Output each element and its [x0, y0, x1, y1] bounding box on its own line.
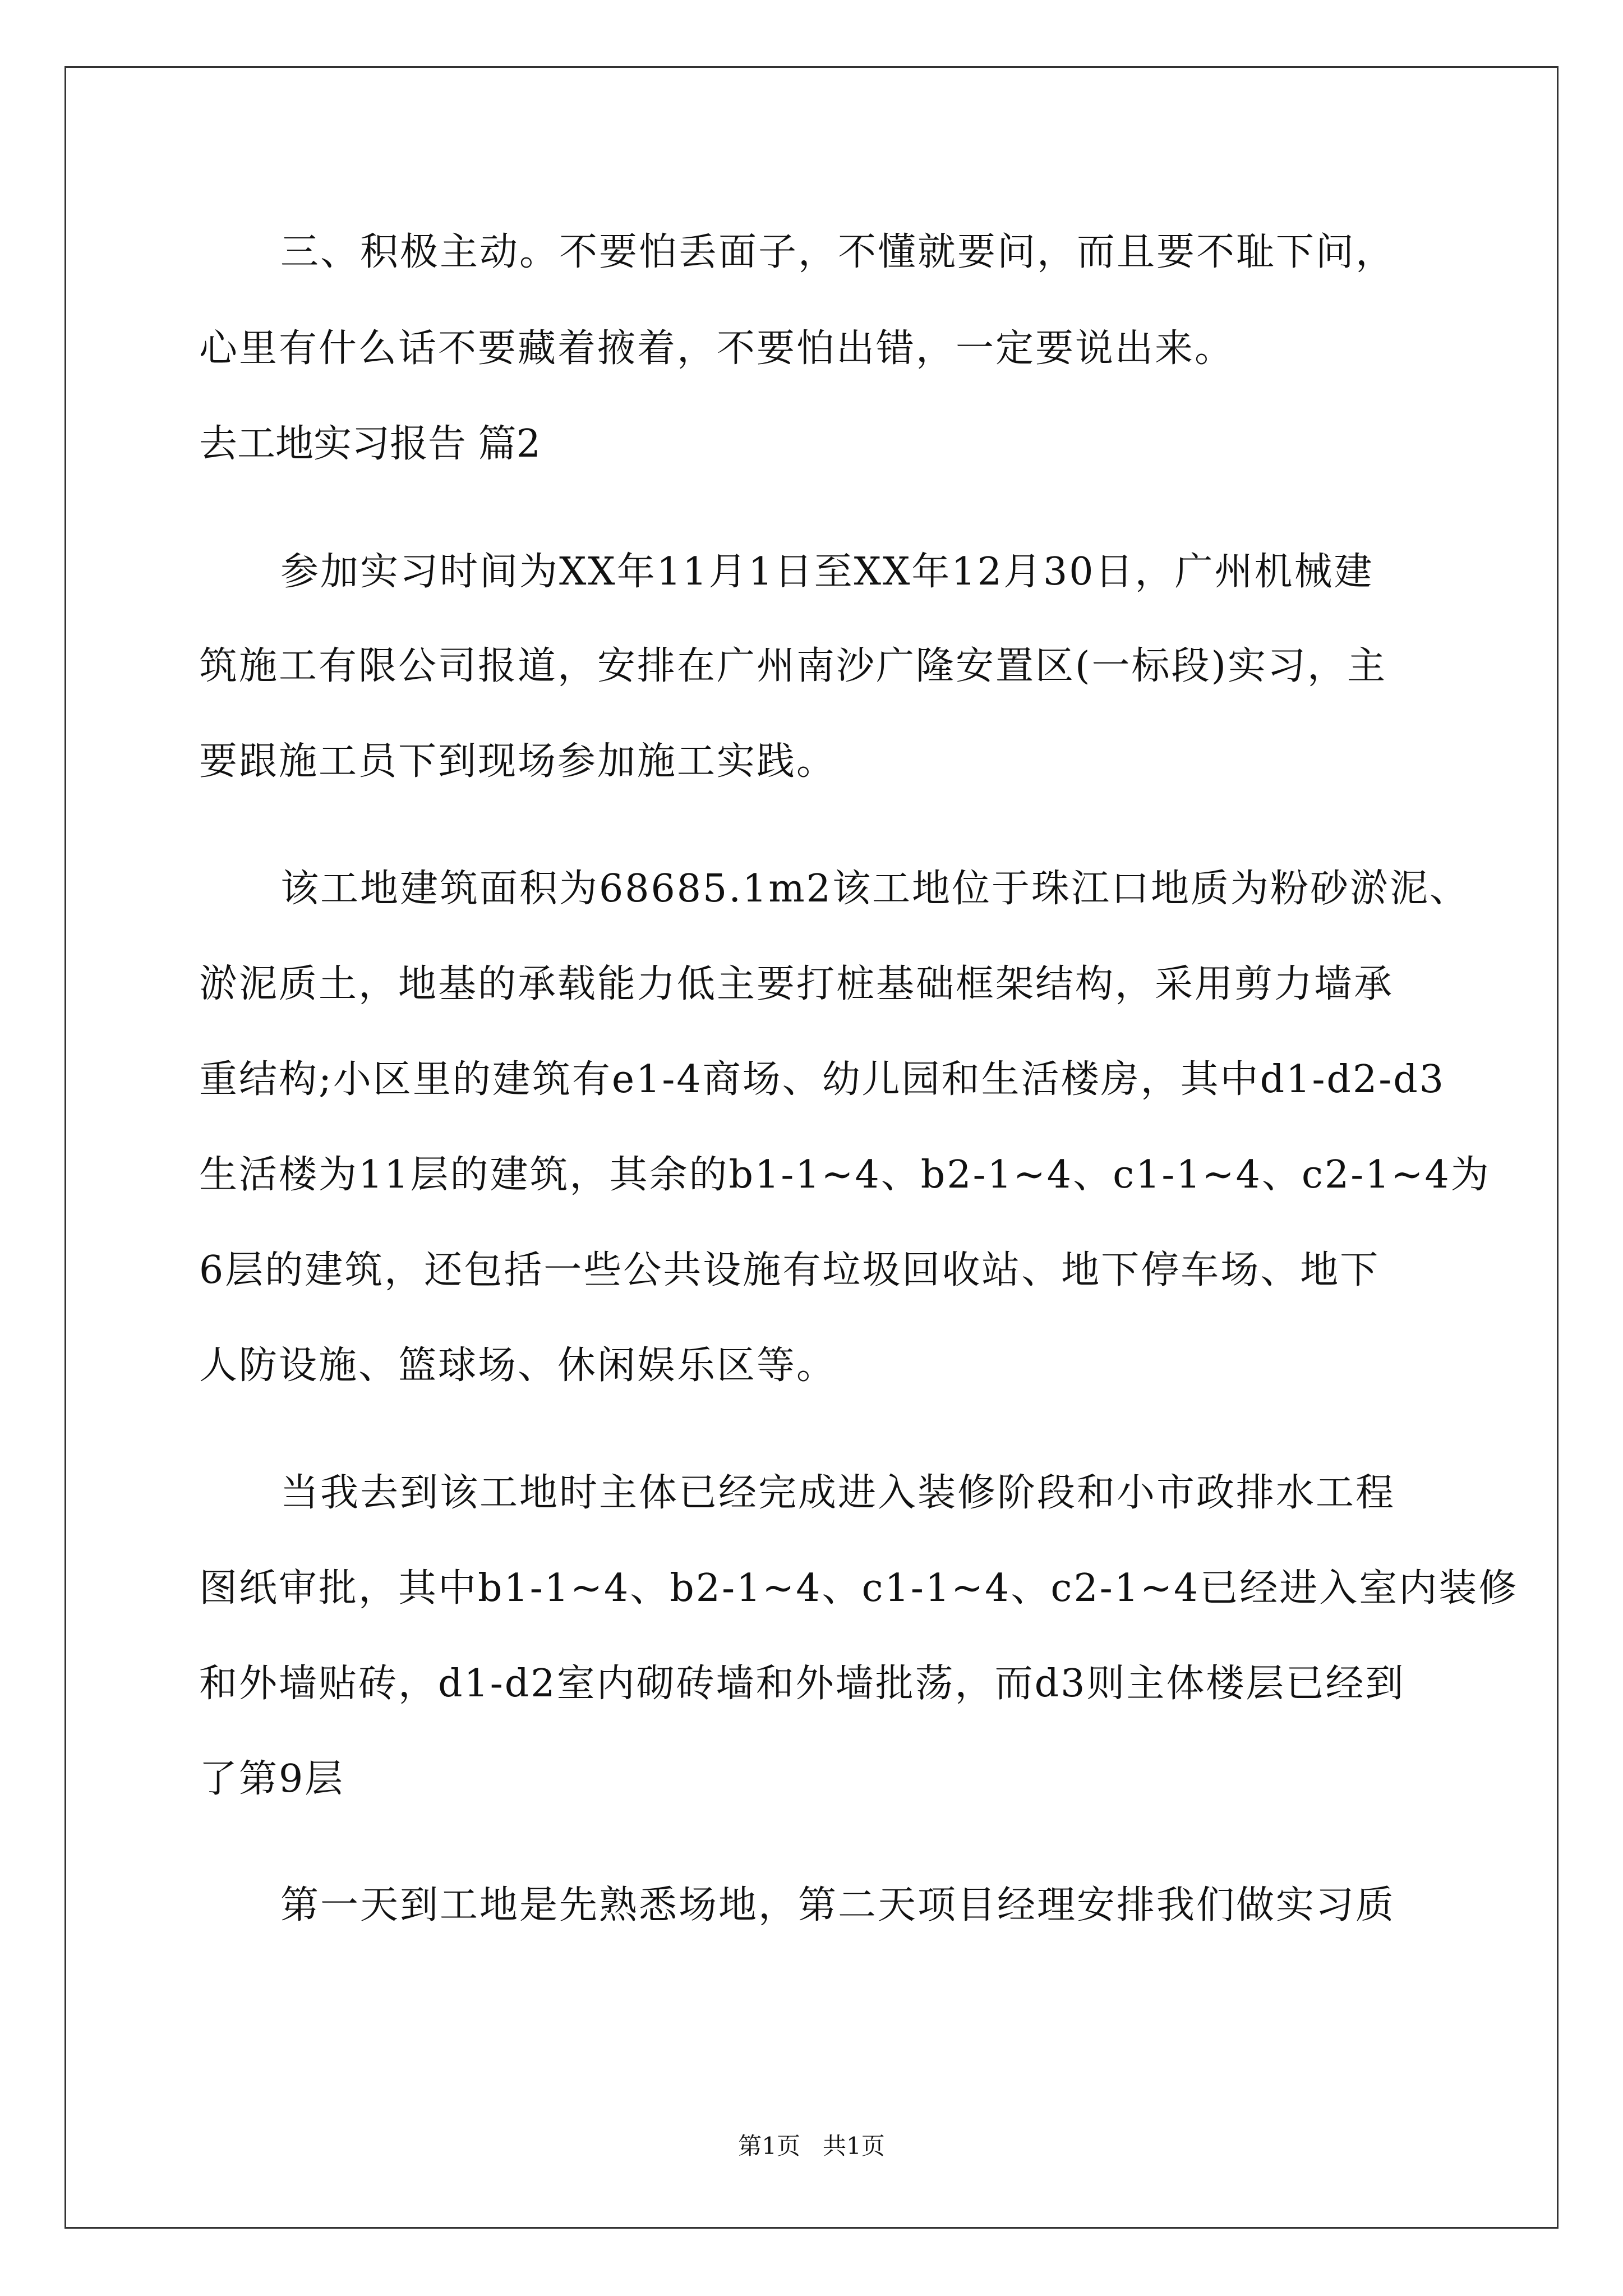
text-line: 筑施工有限公司报道，安排在广州南沙广隆安置区(一标段)实习，主 [199, 644, 1387, 688]
text-line: 该工地建筑面积为68685.1m2该工地位于珠江口地质为粉砂淤泥、 [280, 867, 1469, 911]
text-line: 要跟施工员下到现场参加施工实践。 [199, 739, 837, 784]
page-footer: 第1页 共1页 [738, 2132, 885, 2160]
text-line: 三、积极主动。不要怕丢面子，不懂就要问，而且要不耻下问， [280, 230, 1396, 274]
text-line: 参加实习时间为XX年11月1日至XX年12月30日，广州机械建 [280, 550, 1374, 594]
text-line: 心里有什么话不要藏着掖着，不要怕出错，一定要说出来。 [199, 326, 1235, 371]
text-line: 第一天到工地是先熟悉场地，第二天项目经理安排我们做实习质 [280, 1883, 1396, 1927]
text-line: 人防设施、篮球场、休闲娱乐区等。 [199, 1343, 837, 1388]
text-line: 图纸审批，其中b1-1~4、b2-1~4、c1-1~4、c2-1~4已经进入室内装修 [199, 1566, 1519, 1611]
text-line: 6层的建筑，还包括一些公共设施有垃圾回收站、地下停车场、地下 [199, 1248, 1380, 1292]
text-line: 和外墙贴砖，d1-d2室内砌砖墙和外墙批荡，而d3则主体楼层已经到 [199, 1662, 1405, 1706]
section-title: 去工地实习报告 篇2 [199, 422, 541, 466]
text-line: 当我去到该工地时主体已经完成进入装修阶段和小市政排水工程 [280, 1471, 1396, 1515]
text-line: 淤泥质土，地基的承载能力低主要打桩基础框架结构，采用剪力墙承 [199, 962, 1394, 1006]
text-line: 了第9层 [199, 1757, 345, 1801]
text-line: 重结构;小区里的建筑有e1-4商场、幼儿园和生活楼房，其中d1-d2-d3 [199, 1057, 1445, 1102]
text-line: 生活楼为11层的建筑，其余的b1-1~4、b2-1~4、c1-1~4、c2-1~4为 [199, 1153, 1491, 1197]
